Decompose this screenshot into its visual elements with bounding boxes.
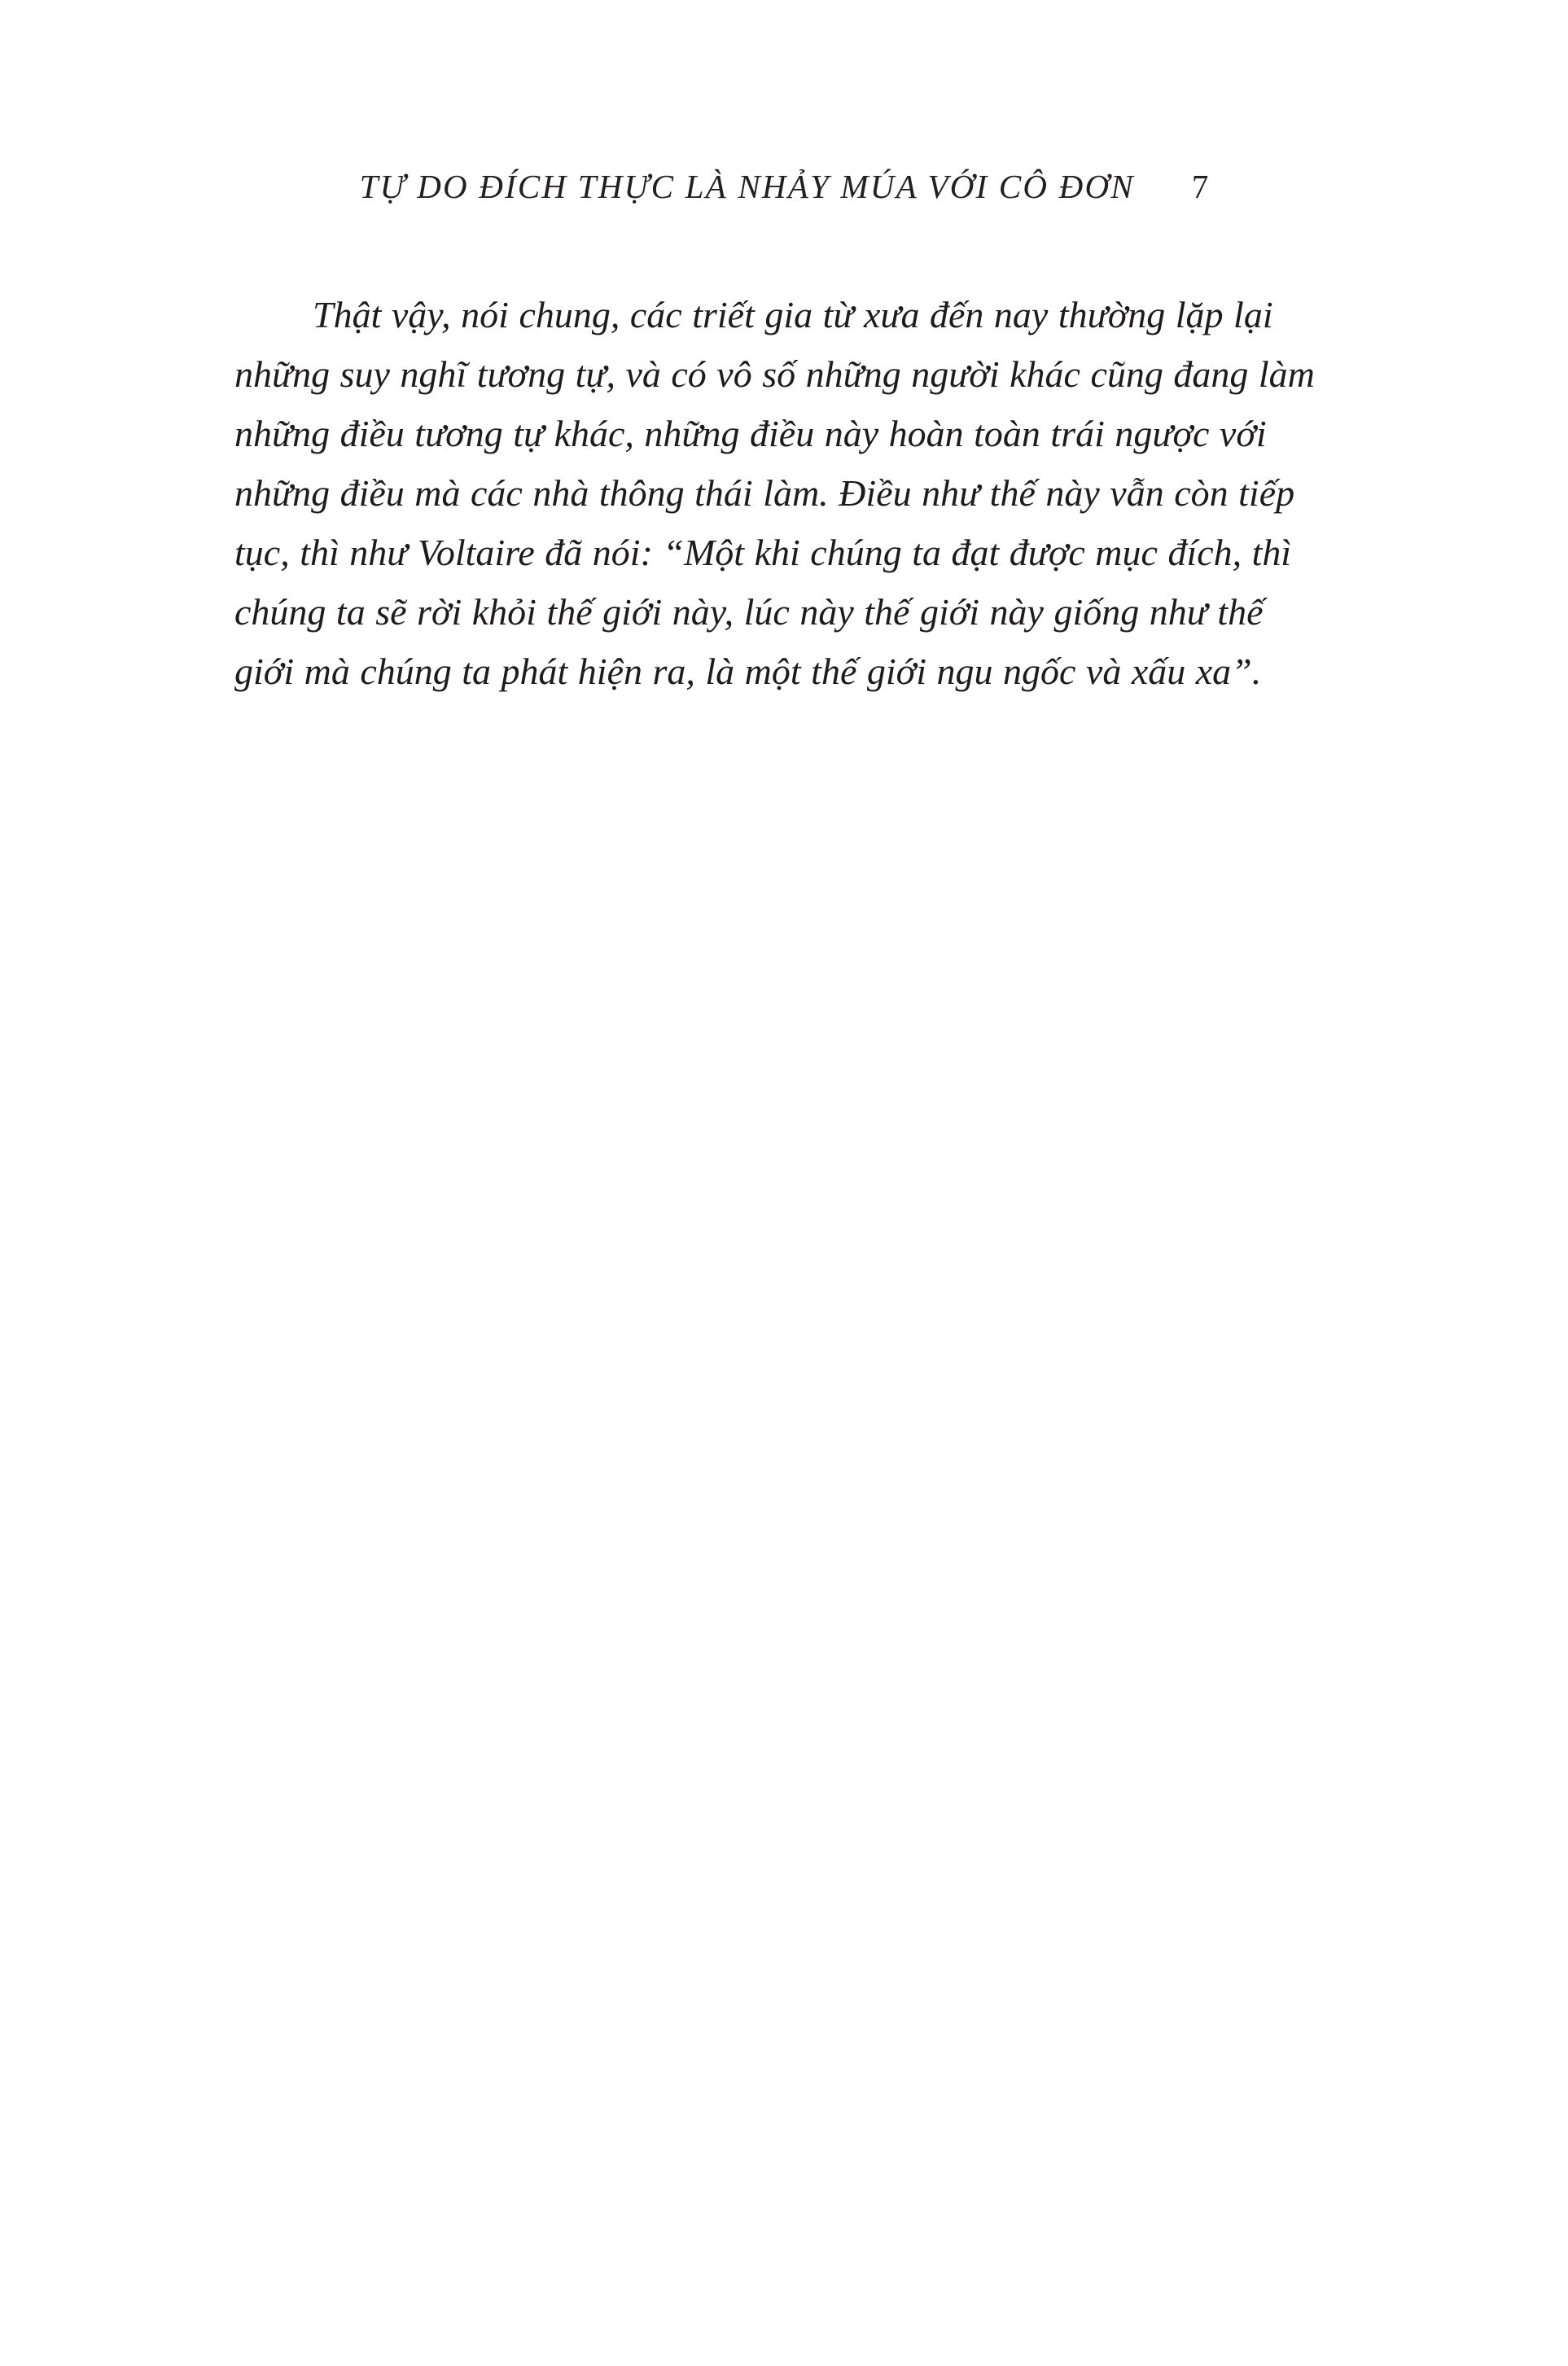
running-head [0, 167, 1568, 206]
body-text-block [234, 285, 1332, 701]
paragraph: Thật vậy, nói chung, các triết gia từ xưa đến nay thường lặp lại những suy nghĩ tương tự, và có vô số những người khác cũng đang làm những điều tương tự khác, những điều này hoàn toàn trái ngược với những điều mà các nhà thông thái làm. Điều như thế này vẫn còn tiếp tục, thì như Voltaire đã nói: “Một khi chúng ta đạt được mục đích, thì chúng ta sẽ rời khỏi thế giới này, lúc này thế giới này giống như thế giới mà chúng ta phát hiện ra, là một thế giới ngu ngốc và xấu xa”. [234, 294, 1315, 692]
page-number: 7 [1191, 168, 1209, 205]
running-head-title: TỰ DO ĐÍCH THỰC LÀ NHẢY MÚA VỚI CÔ ĐƠN [359, 168, 1135, 205]
